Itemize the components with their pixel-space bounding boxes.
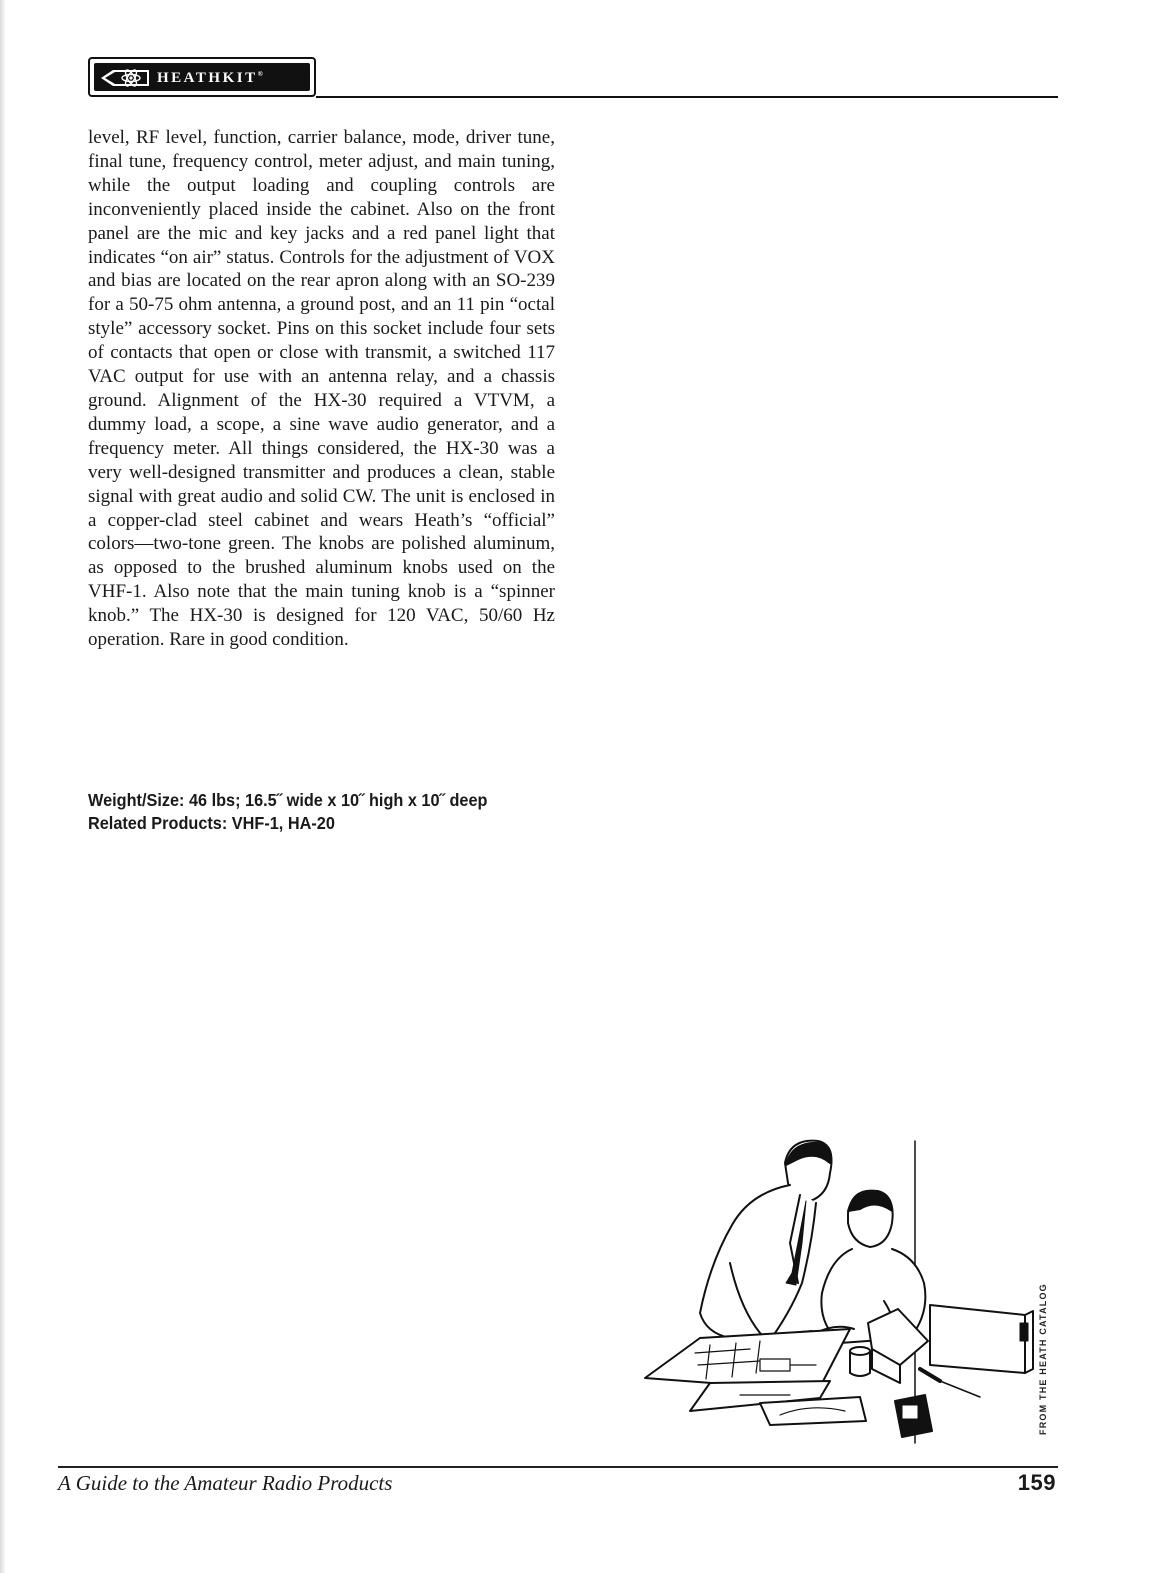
weight-size-line: Weight/Size: 46 lbs; 16.5˝ wide x 10˝ high x 10˝ deep [88, 790, 488, 810]
related-products-line: Related Products: VHF-1, HA-20 [88, 813, 335, 833]
page-edge-shadow [0, 0, 6, 1573]
header-rule [316, 96, 1058, 98]
atom-emblem-icon [99, 65, 157, 91]
logo-brand-text: HEATHKIT [157, 70, 258, 86]
body-paragraph: level, RF level, function, carrier balance, mode, driver tune, final tune, frequency control, meter adjust, and main tuning, while the output loading and coupling controls are inconveniently placed inside the cabinet. Also on the front panel are the mic and key jacks and a red panel light that indicates “on air” status. Controls for the adjustment of VOX and bias are located on the rear apron along with an SO-239 for a 50-75 ohm antenna, a ground post, and an 11 pin “octal style” accessory socket. Pins on this socket include four sets of contacts that open or close with transmit, a switched 117 VAC output for use with an antenna relay, and a chassis ground. Alignment of the HX-30 required a VTVM, a dummy load, a scope, a sine wave audio generator, and a frequency meter. All things considered, the HX-30 was a very well-designed transmitter and produces a clean, stable signal with great audio and solid CW. The unit is enclosed in a copper-clad steel cabinet and wears Heath’s “official” colors—two-tone green. The knobs are polished aluminum, as opposed to the brushed aluminum knobs used on the VHF-1. Also note that the main tuning knob is a “spinner knob.” The HX-30 is designed for 120 VAC, 50/60 Hz operation. Rare in good condition. [88, 127, 555, 651]
specs-block [88, 789, 553, 835]
illustration-credit: FROM THE HEATH CATALOG [1038, 1283, 1048, 1435]
logo-plate [94, 63, 310, 91]
page-number: 159 [1017, 1470, 1056, 1495]
footer-rule [58, 1466, 1058, 1468]
catalog-illustration [640, 1133, 1040, 1448]
heathkit-logo [88, 57, 316, 97]
footer-book-title: A Guide to the Amateur Radio Products [58, 1471, 393, 1495]
registered-mark: ® [257, 70, 266, 78]
